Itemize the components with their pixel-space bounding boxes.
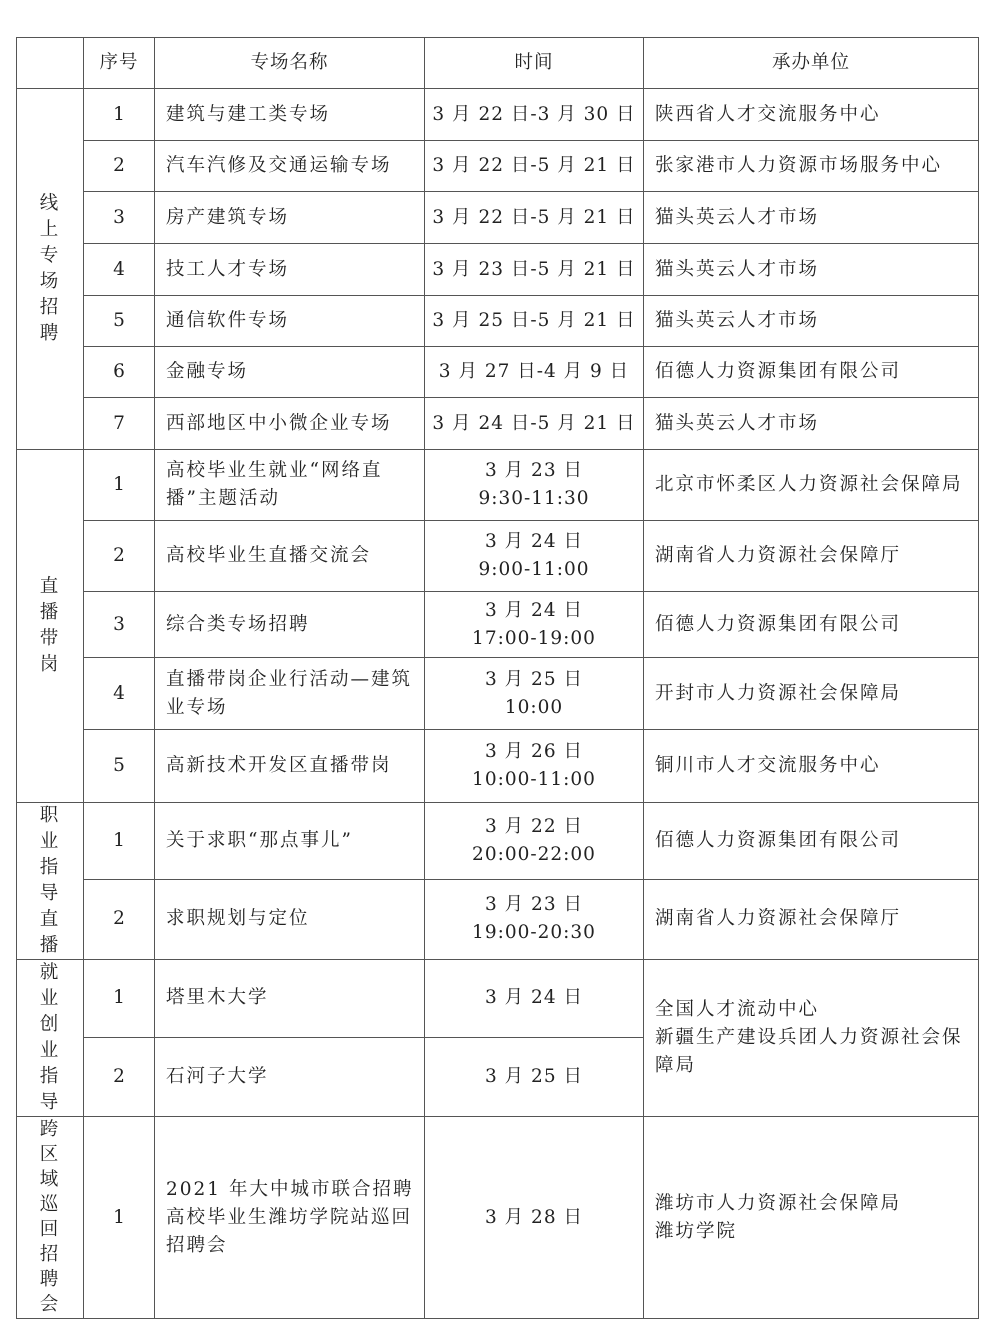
event-name: 汽车汽修及交通运输专场 [155,141,425,192]
row-index: 2 [84,141,155,192]
event-name: 高校毕业生就业“网络直播”主题活动 [155,450,425,521]
table-row [17,398,979,450]
event-name: 通信软件专场 [155,296,425,347]
table-row [17,879,979,959]
event-name: 高新技术开发区直播带岗 [155,730,425,803]
header-index: 序号 [84,38,155,89]
category-live: 直播带岗 [17,450,84,803]
row-index: 1 [84,450,155,521]
event-organizer: 猫头英云人才市场 [644,398,979,450]
row-index: 4 [84,658,155,730]
header-blank [17,38,84,89]
category-entrepreneurship: 就业创业指导 [17,960,84,1117]
event-organizer: 湖南省人力资源社会保障厅 [644,879,979,959]
event-name: 房产建筑专场 [155,192,425,244]
event-name: 关于求职“那点事儿” [155,803,425,880]
event-time: 3 月 22 日-5 月 21 日 [425,141,644,192]
row-index: 5 [84,730,155,803]
event-time: 3 月 24 日 [425,960,644,1038]
event-time: 3 月 26 日 10:00-11:00 [425,730,644,803]
event-time: 3 月 23 日 19:00-20:30 [425,879,644,959]
row-index: 1 [84,803,155,880]
row-index: 2 [84,1037,155,1116]
table-row [17,192,979,244]
event-organizer: 猫头英云人才市场 [644,296,979,347]
event-organizer: 陕西省人才交流服务中心 [644,89,979,141]
recruitment-schedule-table [16,37,979,1319]
row-index: 2 [84,879,155,959]
header-time: 时间 [425,38,644,89]
event-organizer: 佰德人力资源集团有限公司 [644,803,979,880]
event-name: 2021 年大中城市联合招聘高校毕业生潍坊学院站巡回招聘会 [155,1117,425,1319]
category-tour: 跨区域巡回招聘会 [17,1117,84,1319]
table-row [17,592,979,658]
table-row [17,244,979,296]
table-row [17,730,979,803]
row-index: 6 [84,347,155,398]
table-row [17,450,979,521]
row-index: 1 [84,89,155,141]
event-organizer: 湖南省人力资源社会保障厅 [644,521,979,592]
event-organizer: 开封市人力资源社会保障局 [644,658,979,730]
event-name: 西部地区中小微企业专场 [155,398,425,450]
event-name: 综合类专场招聘 [155,592,425,658]
row-index: 2 [84,521,155,592]
event-time: 3 月 22 日-3 月 30 日 [425,89,644,141]
event-name: 求职规划与定位 [155,879,425,959]
event-name: 塔里木大学 [155,960,425,1038]
row-index: 1 [84,960,155,1038]
event-time: 3 月 22 日 20:00-22:00 [425,803,644,880]
table-row [17,1117,979,1319]
event-time: 3 月 28 日 [425,1117,644,1319]
event-organizer: 佰德人力资源集团有限公司 [644,592,979,658]
table-row [17,960,979,1038]
event-time: 3 月 23 日-5 月 21 日 [425,244,644,296]
event-organizer: 张家港市人力资源市场服务中心 [644,141,979,192]
event-organizer: 猫头英云人才市场 [644,192,979,244]
table-row [17,296,979,347]
event-time: 3 月 24 日 9:00-11:00 [425,521,644,592]
table-row [17,658,979,730]
event-organizer: 铜川市人才交流服务中心 [644,730,979,803]
event-name: 直播带岗企业行活动—建筑业专场 [155,658,425,730]
event-time: 3 月 24 日 17:00-19:00 [425,592,644,658]
row-index: 1 [84,1117,155,1319]
event-organizer: 潍坊市人力资源社会保障局 潍坊学院 [644,1117,979,1319]
event-name: 建筑与建工类专场 [155,89,425,141]
category-online: 线上专场招聘 [17,89,84,450]
row-index: 4 [84,244,155,296]
row-index: 3 [84,592,155,658]
table-row [17,521,979,592]
event-time: 3 月 25 日 [425,1037,644,1116]
event-name: 石河子大学 [155,1037,425,1116]
event-organizer: 全国人才流动中心 新疆生产建设兵团人力资源社会保障局 [644,960,979,1117]
event-organizer: 佰德人力资源集团有限公司 [644,347,979,398]
table-row [17,89,979,141]
event-name: 金融专场 [155,347,425,398]
table-row [17,141,979,192]
header-organizer: 承办单位 [644,38,979,89]
event-name: 技工人才专场 [155,244,425,296]
table-row [17,347,979,398]
event-organizer: 猫头英云人才市场 [644,244,979,296]
row-index: 7 [84,398,155,450]
header-name: 专场名称 [155,38,425,89]
event-time: 3 月 27 日-4 月 9 日 [425,347,644,398]
event-time: 3 月 25 日 10:00 [425,658,644,730]
event-time: 3 月 22 日-5 月 21 日 [425,192,644,244]
event-name: 高校毕业生直播交流会 [155,521,425,592]
row-index: 3 [84,192,155,244]
event-time: 3 月 23 日 9:30-11:30 [425,450,644,521]
table-row [17,803,979,880]
header-row [17,38,979,89]
event-time: 3 月 25 日-5 月 21 日 [425,296,644,347]
event-time: 3 月 24 日-5 月 21 日 [425,398,644,450]
category-guidance: 职业指导直播 [17,803,84,960]
event-organizer: 北京市怀柔区人力资源社会保障局 [644,450,979,521]
row-index: 5 [84,296,155,347]
